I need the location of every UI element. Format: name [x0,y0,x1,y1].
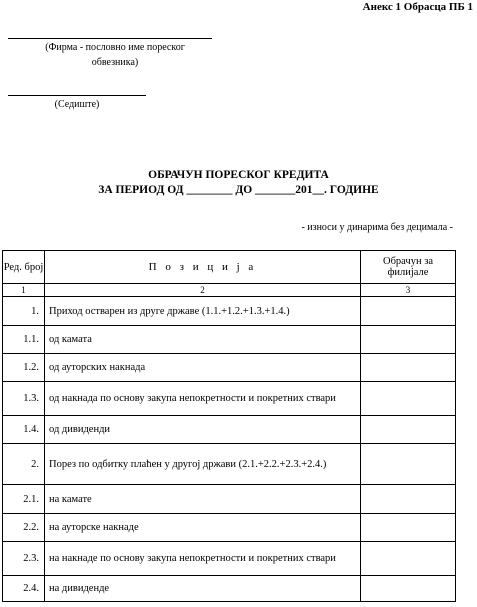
row-value-cell[interactable] [361,542,456,576]
row-value-cell[interactable] [361,444,456,485]
row-value-cell[interactable] [361,485,456,514]
row-value-cell[interactable] [361,326,456,354]
tax-credit-table [2,250,456,602]
row-position: на камате [45,485,361,514]
row-value-cell[interactable] [361,382,456,416]
report-title-line2: ЗА ПЕРИОД ОД ________ ДО _______201__. ГОДИНЕ [98,184,379,196]
column-number: 3 [361,284,456,297]
row-position: Порез по одбитку плаћен у другој држави (2.1.+2.2.+2.3.+2.4.) [45,444,361,485]
row-number: 1.2. [3,354,45,382]
table-row [3,416,456,444]
firm-caption-line2: обвезника) [91,57,139,68]
table-row [3,485,456,514]
table-row [3,382,456,416]
seat-line [8,95,146,96]
table-row [3,326,456,354]
column-number: 2 [45,284,361,297]
row-position: Приход остварен из друге државе (1.1.+1.2.+1.3.+1.4.) [45,297,361,326]
row-value-cell[interactable] [361,354,456,382]
row-number: 1. [3,297,45,326]
table-row [3,354,456,382]
table-row [3,514,456,542]
row-number: 2.3. [3,542,45,576]
column-number: 1 [3,284,45,297]
firm-caption-line1: (Фирма - пословно име пореског [45,42,185,53]
table-row [3,297,456,326]
row-position: на накнаде по основу закупа непокретности и покретних ствари [45,542,361,576]
column-number-row [3,284,456,297]
table-row [3,576,456,602]
amount-note: - износи у динарима без децимала - [301,222,453,233]
row-number: 2.2. [3,514,45,542]
annex-label: Анекс 1 Обрасца ПБ 1 [362,1,473,13]
row-position: од камата [45,326,361,354]
row-position: од ауторских накнада [45,354,361,382]
seat-caption: (Седиште) [54,99,100,110]
table-row [3,542,456,576]
header-position: П о з и ц и ј а [45,251,361,284]
row-position: од накнада по основу закупа непокретности и покретних ствари [45,382,361,416]
row-value-cell[interactable] [361,416,456,444]
row-position: на ауторске накнаде [45,514,361,542]
firm-caption [20,40,210,70]
header-calc: Обрачун за филијале [361,251,456,284]
row-number: 1.1. [3,326,45,354]
row-position: од дивиденди [45,416,361,444]
row-number: 2.1. [3,485,45,514]
row-number: 2.4. [3,576,45,602]
row-value-cell[interactable] [361,514,456,542]
row-number: 1.3. [3,382,45,416]
row-number: 1.4. [3,416,45,444]
row-number: 2. [3,444,45,485]
table-header-row [3,251,456,284]
firm-name-line [8,38,212,39]
row-position: на дивиденде [45,576,361,602]
report-title-line1: ОБРАЧУН ПОРЕСКОГ КРЕДИТА [148,169,329,181]
header-row-no: Ред. број [3,251,45,284]
report-title [0,168,477,198]
row-value-cell[interactable] [361,576,456,602]
table-row [3,444,456,485]
row-value-cell[interactable] [361,297,456,326]
